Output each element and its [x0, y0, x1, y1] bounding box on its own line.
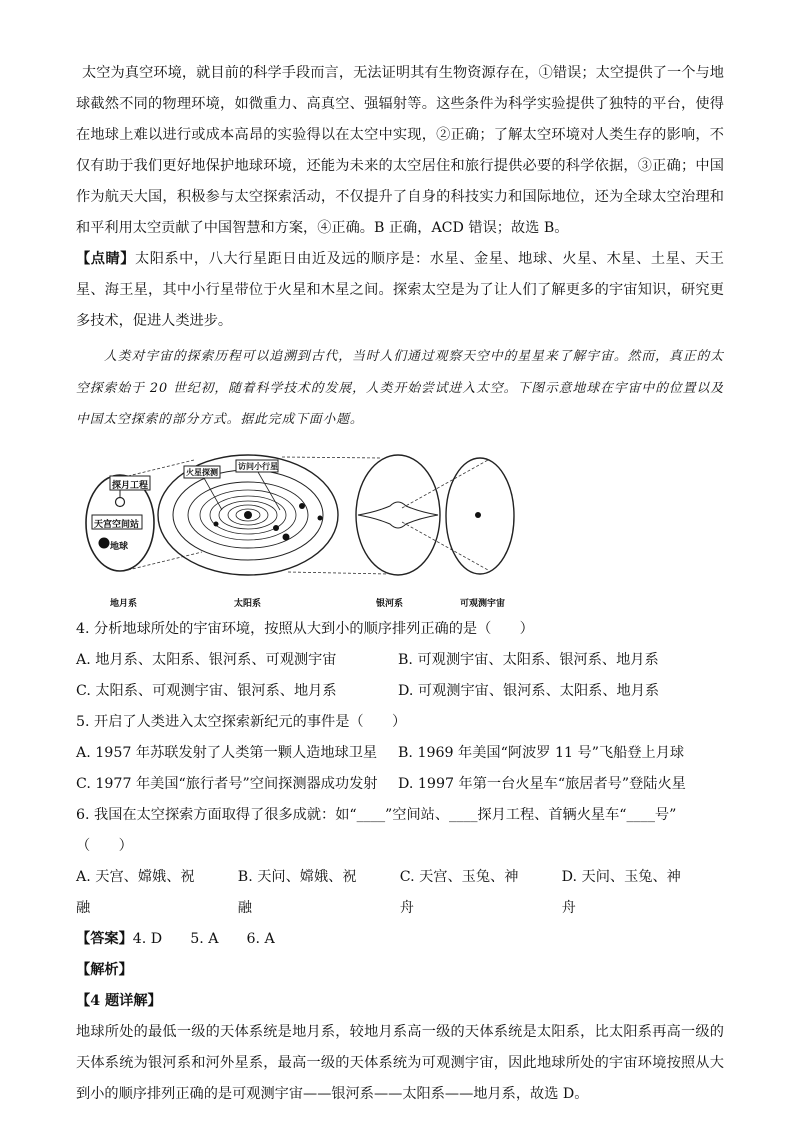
question-5-options-row1	[76, 738, 724, 769]
answer-6: 6. A	[246, 930, 275, 947]
jiexi-label: 【解析】	[76, 961, 133, 978]
fangwen-label: 访问小行星	[238, 460, 278, 471]
question-5-options-row2	[76, 769, 724, 800]
milky-way-disk	[358, 502, 438, 528]
question-4-options-row2	[76, 676, 724, 707]
tiangong-label: 天宫空间站	[94, 519, 140, 530]
dianjing-text: 太阳系中，八大行星距日由近及远的顺序是：水星、金星、地球、火星、木星、土星、天王星、海王星，其中小行星带位于火星和木星之间。探索太空是为了让人们了解更多的宇宙知识，研究更多技术，促进人类进步。	[76, 251, 724, 329]
question-4-option-b: B. 可观测宇宙、太阳系、银河系、地月系	[398, 651, 659, 668]
question-4-stem: 4. 分析地球所处的宇宙环境，按照从大到小的顺序排列正确的是（ ）	[76, 620, 534, 637]
question-6-option-b: B. 天问、嫦娥、祝融	[237, 868, 357, 916]
kegance-label: 可观测宇宙	[460, 598, 506, 609]
q4-detail-label: 【4 题详解】	[76, 992, 162, 1009]
q4-detail-text: 地球所处的最低一级的天体系统是地月系，较地月系高一级的天体系统是太阳系，比太阳系再高一级的天体系统为银河系和河外星系，最高一级的天体系统为可观测宇宙，因此地球所处的宇宙环境按照从大到小的顺序排列正确的是可观测宇宙——银河系——太阳系——地月系，故选 D。	[76, 1023, 724, 1102]
answer-4: 4. D	[132, 930, 163, 947]
earth-icon	[99, 537, 110, 548]
question-5-option-c: C. 1977 年美国“旅行者号”空间探测器成功发射	[76, 775, 378, 792]
question-6-option-d: D. 天问、玉兔、神舟	[561, 868, 681, 916]
question-4-option-d: D. 可观测宇宙、银河系、太阳系、地月系	[398, 682, 660, 699]
answer-label: 【答案】	[76, 930, 133, 947]
diyuexi-label: 地月系	[110, 598, 138, 609]
question-6-options	[76, 862, 724, 924]
explanation-paragraph: 太空为真空环境，就目前的科学手段而言，无法证明其有生物资源存在，①错误；太空提供了一个与地球截然不同的物理环境，如微重力、高真空、强辐射等。这些条件为科学实验提供了独特的平台，使得在地球上难以进行或成本高昂的实验得以在太空中实现，②正确；了解太空环境对人类生存的影响，不仅有助于我们更好地保护地球环境，还能为未来的太空居住和旅行提供必要的科学依据，③正确；中国作为航天大国，积极参与太空探索活动，不仅提升了自身的科技实力和国际地位，还为全球太空治理和和平利用太空贡献了中国智慧和方案，④正确。B 正确，ACD 错误；故选 B。	[76, 65, 724, 236]
milky-way-circle	[356, 455, 440, 575]
answer-line	[76, 924, 724, 955]
question-5-option-d: D. 1997 年第一台火星车“旅居者号”登陆火星	[398, 775, 686, 792]
question-6-option-c: C. 天宫、玉兔、神舟	[399, 868, 519, 916]
sun-icon	[244, 511, 252, 519]
moon-icon	[116, 497, 125, 506]
dianjing-label: 【点睛】	[76, 251, 135, 267]
huoxing-label: 火星探测	[186, 466, 218, 477]
question-6-stem: 6. 我国在太空探索方面取得了很多成就：如“____”空间站、____探月工程、首辆火星车“____号”	[76, 806, 677, 823]
document-page	[76, 58, 724, 1110]
question-4-options-row1	[76, 645, 724, 676]
yinhexi-label: 银河系	[376, 598, 404, 609]
universe-diagram-svg	[76, 442, 736, 614]
earth-label: 地球	[110, 541, 129, 552]
dianjing-paragraph	[76, 244, 724, 337]
answer-5: 5. A	[190, 930, 219, 947]
question-5-option-b: B. 1969 年美国“阿波罗 11 号”飞船登上月球	[398, 744, 685, 761]
taiyangxi-label: 太阳系	[234, 598, 262, 609]
question-4-option-c: C. 太阳系、可观测宇宙、银河系、地月系	[76, 682, 337, 699]
question-4-option-a: A. 地月系、太阳系、银河系、可观测宇宙	[76, 651, 337, 668]
tanyue-label: 探月工程	[112, 480, 149, 491]
question-6-paren: （ ）	[76, 837, 133, 854]
universe-diagram	[76, 442, 736, 614]
question-6-option-a: A. 天宫、嫦娥、祝融	[76, 868, 195, 916]
question-5-stem: 5. 开启了人类进入太空探索新纪元的事件是（ ）	[76, 713, 407, 730]
question-intro: 人类对宇宙的探索历程可以追溯到古代，当时人们通过观察天空中的星星来了解宇宙。然而，真正的太空探索始于 20 世纪初，随着科学技术的发展，人类开始尝试进入太空。下图示意地球在宇宙中的位置以及中国太空探索的部分方式。据此完成下面小题。	[76, 349, 724, 427]
question-5-option-a: A. 1957 年苏联发射了人类第一颗人造地球卫星	[76, 744, 378, 761]
